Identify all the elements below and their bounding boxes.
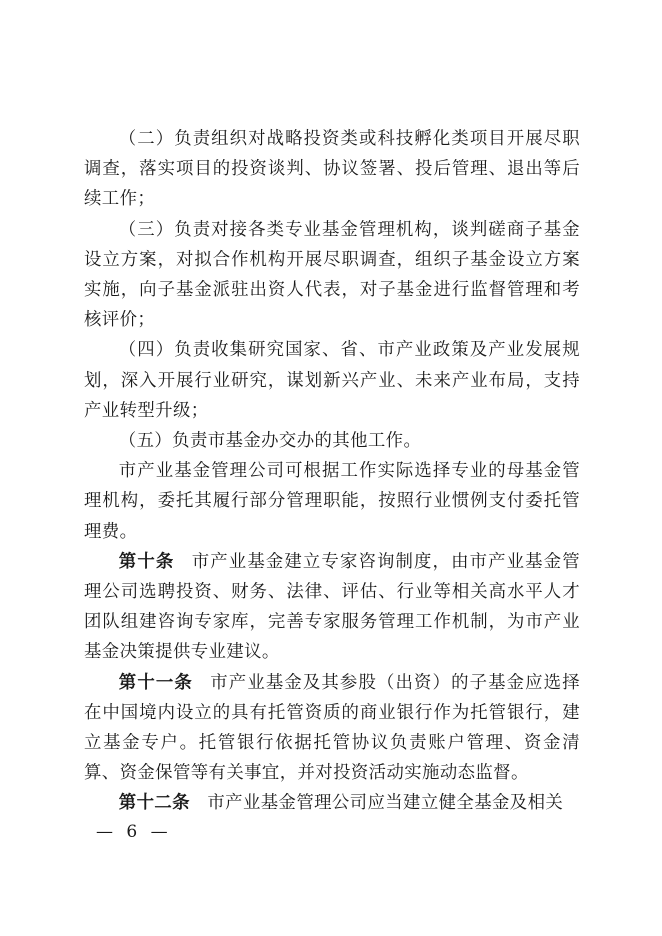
clause-item-5 [84,426,580,456]
article-number: 第十一条 [118,672,193,693]
article-11 [84,668,580,789]
entrust-paragraph [84,456,580,547]
clause-item-4 [84,335,580,426]
paragraph-text: 市产业基金管理公司可根据工作实际选择专业的母基金管理机构，委托其履行部分管理职能，按照行业惯例支付委托管理费。 [84,461,580,542]
body-text [84,124,580,819]
paragraph-text: （四）负责收集研究国家、省、市产业政策及产业发展规划，深入开展行业研究，谋划新兴产业、未来产业布局，支持产业转型升级； [84,340,580,421]
paragraph-text: （三）负责对接各类专业基金管理机构，谈判磋商子基金设立方案，对拟合作机构开展尽职调查，组织子基金设立方案实施，向子基金派驻出资人代表，对子基金进行监督管理和考核评价； [84,219,580,331]
page-number: — 6 — [96,822,172,842]
paragraph-text: （二）负责组织对战略投资类或科技孵化类项目开展尽职调查，落实项目的投资谈判、协议签署、投后管理、退出等后续工作； [84,129,580,210]
article-number: 第十条 [118,551,175,572]
paragraph-text: （五）负责市基金办交办的其他工作。 [118,431,422,452]
clause-item-2 [84,124,580,215]
article-12 [84,788,580,818]
article-number: 第十二条 [118,793,190,814]
paragraph-text: 市产业基金及其参股（出资）的子基金应选择在中国境内设立的具有托管资质的商业银行作为托管银行，建立基金专户。托管银行依据托管协议负责账户管理、资金清算、资金保管等有关事宜，并对投资活动实施动态监督。 [84,672,580,784]
article-10 [84,547,580,668]
paragraph-text: 市产业基金管理公司应当建立健全基金及相关 [207,793,564,814]
paragraph-text: 市产业基金建立专家咨询制度，由市产业基金管理公司选聘投资、财务、法律、评估、行业等相关高水平人才团队组建咨询专家库，完善专家服务管理工作机制，为市产业基金决策提供专业建议。 [84,551,581,663]
clause-item-3 [84,215,580,336]
